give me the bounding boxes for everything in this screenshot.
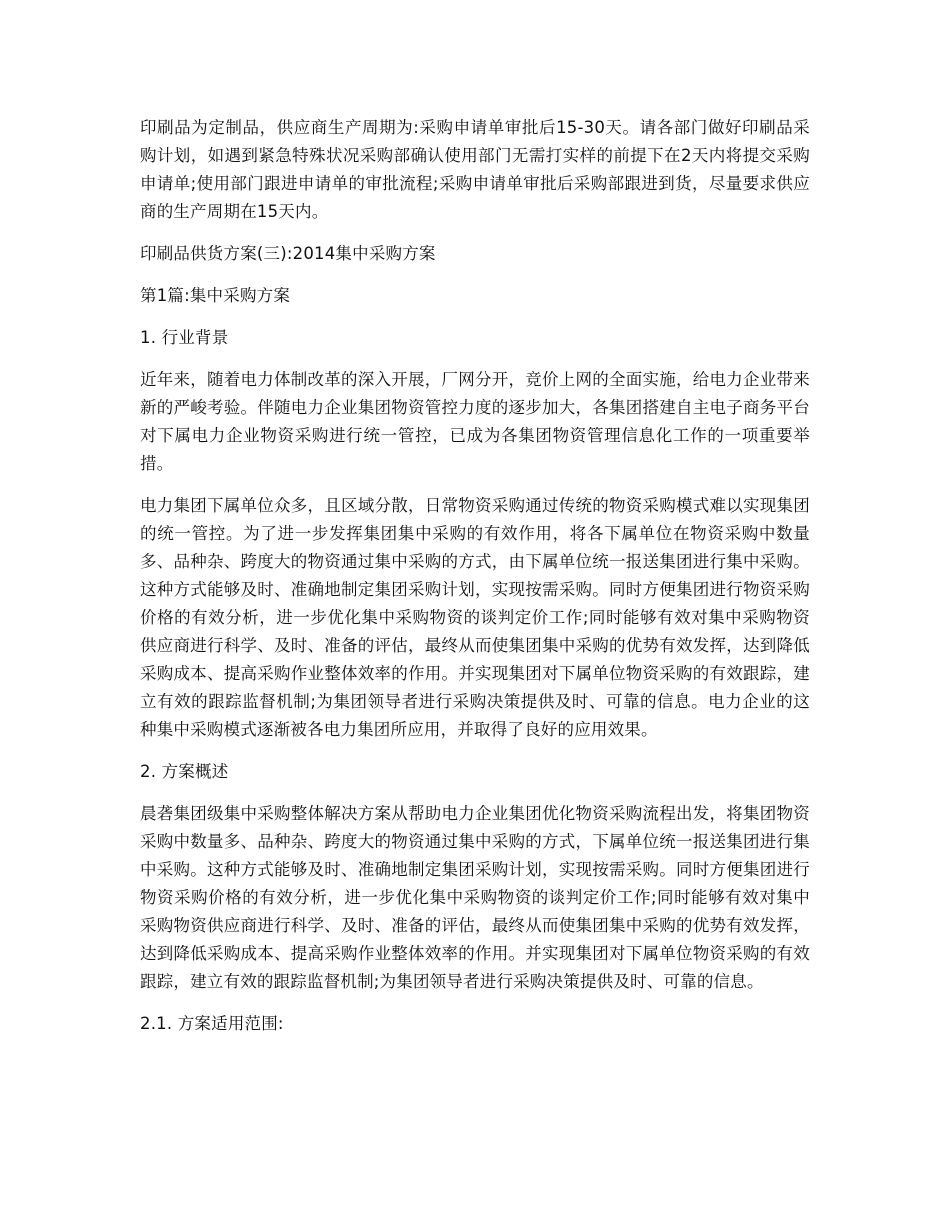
heading-industry-background: 1. 行业背景 [140, 328, 229, 347]
section-title-supply-plan: 印刷品供货方案(三):2014集中采购方案 [140, 244, 436, 263]
paragraph-background-1: 近年来，随着电力体制改革的深入开展，厂网分开，竞价上网的全面实施，给电力企业带来新的严峻考验。伴随电力企业集团物资管控力度的逐步加大，各集团搭建自主电子商务平台对下属电力企业物资采购进行统一管控，已成为各集团物资管理信息化工作的一项重要举措。 [140, 370, 810, 473]
document-page [140, 114, 810, 1052]
heading-scope: 2.1. 方案适用范围: [140, 1014, 284, 1033]
chapter-title: 第1篇:集中采购方案 [140, 286, 291, 305]
heading-solution-overview: 2. 方案概述 [140, 762, 229, 781]
paragraph-print-cycle: 印刷品为定制品，供应商生产周期为:采购申请单审批后15-30天。请各部门做好印刷品采购计划，如遇到紧急特殊状况采购部确认使用部门无需打实样的前提下在2天内将提交采购申请单;使用部门跟进申请单的审批流程;采购申请单审批后采购部跟进到货，尽量要求供应商的生产周期在15天内。 [140, 118, 810, 221]
paragraph-background-2: 电力集团下属单位众多，且区域分散，日常物资采购通过传统的物资采购模式难以实现集团的统一管控。为了进一步发挥集团集中采购的有效作用，将各下属单位在物资采购中数量多、品种杂、跨度大的物资通过集中采购的方式，由下属单位统一报送集团进行集中采购。这种方式能够及时、准确地制定集团采购计划，实现按需采购。同时方便集团进行物资采购价格的有效分析，进一步优化集中采购物资的谈判定价工作;同时能够有效对集中采购物资供应商进行科学、及时、准备的评估，最终从而使集团集中采购的优势有效发挥，达到降低采购成本、提高采购作业整体效率的作用。并实现集团对下属单位物资采购的有效跟踪，建立有效的跟踪监督机制;为集团领导者进行采购决策提供及时、可靠的信息。电力企业的这种集中采购模式逐渐被各电力集团所应用，并取得了良好的应用效果。 [140, 496, 810, 739]
paragraph-solution-overview: 晨砻集团级集中采购整体解决方案从帮助电力企业集团优化物资采购流程出发，将集团物资采购中数量多、品种杂、跨度大的物资通过集中采购的方式，下属单位统一报送集团进行集中采购。这种方式能够及时、准确地制定集团采购计划，实现按需采购。同时方便集团进行物资采购价格的有效分析，进一步优化集中采购物资的谈判定价工作;同时能够有效对集中采购物资供应商进行科学、及时、准备的评估，最终从而使集团集中采购的优势有效发挥，达到降低采购成本、提高采购作业整体效率的作用。并实现集团对下属单位物资采购的有效跟踪，建立有效的跟踪监督机制;为集团领导者进行采购决策提供及时、可靠的信息。 [140, 804, 810, 991]
